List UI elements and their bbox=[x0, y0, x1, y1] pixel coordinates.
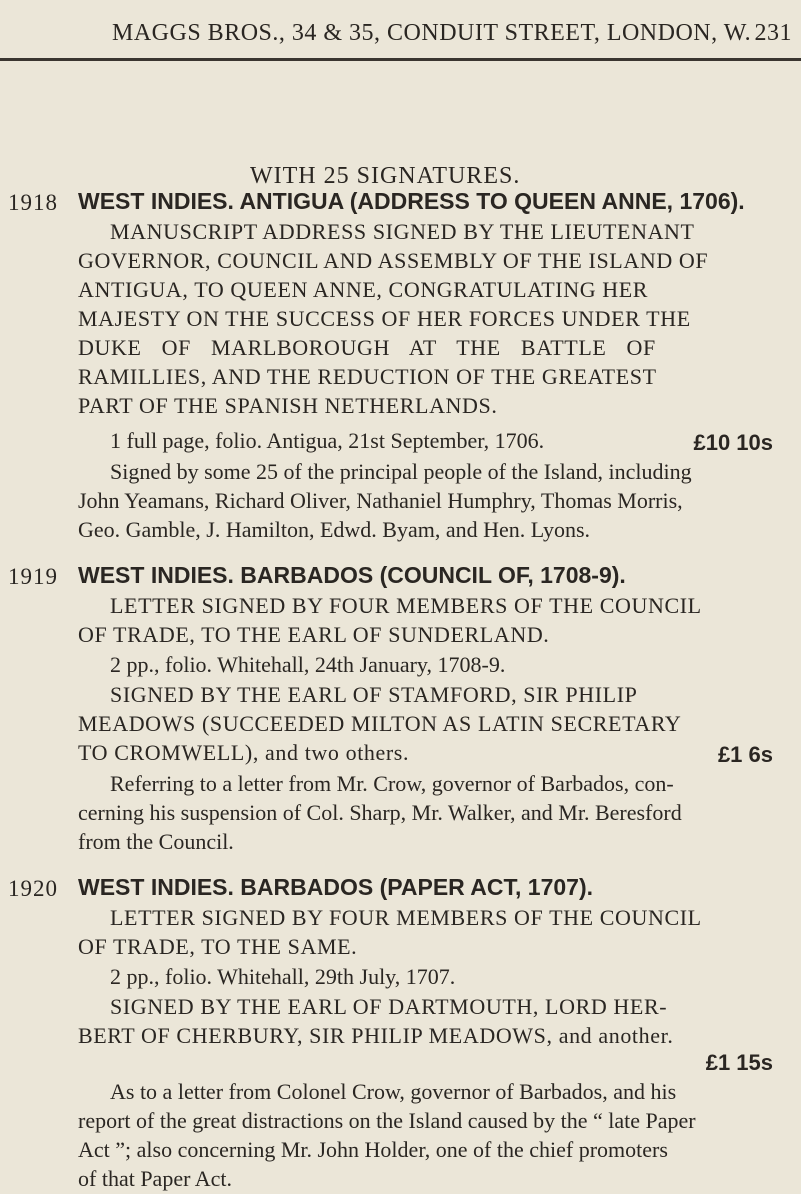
entry-line: RAMILLIES, AND THE REDUCTION OF THE GREATEST bbox=[78, 364, 657, 389]
entry-line: TO CROMWELL), and two others. bbox=[78, 740, 410, 765]
entry-heading: WEST INDIES. ANTIGUA (ADDRESS TO QUEEN ANNE, 1706). bbox=[78, 188, 745, 214]
lot-number: 1919 bbox=[8, 564, 58, 589]
entry-price: £1 6s bbox=[717, 742, 773, 767]
entry-line: from the Council. bbox=[78, 829, 234, 854]
entry-line: MANUSCRIPT ADDRESS SIGNED BY THE LIEUTENANT bbox=[110, 219, 695, 244]
entry-line: Referring to a letter from Mr. Crow, governor of Barbados, con- bbox=[110, 771, 674, 796]
entry-line: GOVERNOR, COUNCIL AND ASSEMBLY OF THE ISLAND OF bbox=[78, 248, 709, 273]
entry-line: ANTIGUA, TO QUEEN ANNE, CONGRATULATING HER bbox=[78, 277, 649, 302]
entry-line: 2 pp., folio. Whitehall, 24th January, 1708-9. bbox=[110, 652, 506, 677]
entry-price: £10 10s bbox=[693, 430, 773, 455]
entry-line: Signed by some 25 of the principal people of the Island, including bbox=[110, 459, 692, 484]
page-number: 231 bbox=[754, 20, 792, 46]
entry-line: of that Paper Act. bbox=[78, 1166, 232, 1191]
entry-heading: WEST INDIES. BARBADOS (COUNCIL OF, 1708-9). bbox=[78, 562, 626, 588]
lot-number: 1918 bbox=[8, 190, 58, 215]
entry-line: MAJESTY ON THE SUCCESS OF HER FORCES UNDER THE bbox=[78, 306, 691, 331]
lot-number: 1920 bbox=[8, 876, 58, 901]
entry-line: LETTER SIGNED BY FOUR MEMBERS OF THE COUNCIL bbox=[110, 905, 702, 930]
entry-line: PART OF THE SPANISH NETHERLANDS. bbox=[78, 393, 498, 418]
entry-line: DUKE OF MARLBOROUGH AT THE BATTLE OF bbox=[78, 335, 656, 360]
entry-price: £1 15s bbox=[705, 1050, 773, 1075]
entry-line: Act ”; also concerning Mr. John Holder, one of the chief promoters bbox=[78, 1137, 668, 1162]
subtitle: WITH 25 SIGNATURES. bbox=[250, 163, 521, 189]
entry-line: 2 pp., folio. Whitehall, 29th July, 1707. bbox=[110, 964, 456, 989]
entry-line: SIGNED BY THE EARL OF DARTMOUTH, LORD HER- bbox=[110, 994, 668, 1019]
entry-line: MEADOWS (SUCCEEDED MILTON AS LATIN SECRETARY bbox=[78, 711, 682, 736]
entry-line: SIGNED BY THE EARL OF STAMFORD, SIR PHILIP bbox=[110, 682, 638, 707]
entry-line: cerning his suspension of Col. Sharp, Mr. Walker, and Mr. Beresford bbox=[78, 800, 682, 825]
entry-line: BERT OF CHERBURY, SIR PHILIP MEADOWS, and another. bbox=[78, 1023, 674, 1048]
entry-line: John Yeamans, Richard Oliver, Nathaniel Humphry, Thomas Morris, bbox=[78, 488, 683, 513]
entry-heading: WEST INDIES. BARBADOS (PAPER ACT, 1707). bbox=[78, 874, 594, 900]
entry-line: LETTER SIGNED BY FOUR MEMBERS OF THE COUNCIL bbox=[110, 593, 702, 618]
entry-line: As to a letter from Colonel Crow, governor of Barbados, and his bbox=[110, 1079, 677, 1104]
entry-line: report of the great distractions on the Island caused by the “ late Paper bbox=[78, 1108, 696, 1133]
entry-line: OF TRADE, TO THE SAME. bbox=[78, 934, 358, 959]
page-header bbox=[112, 20, 792, 47]
header-rule bbox=[0, 58, 801, 61]
entry-line: Geo. Gamble, J. Hamilton, Edwd. Byam, and Hen. Lyons. bbox=[78, 517, 591, 542]
entry-line: OF TRADE, TO THE EARL OF SUNDERLAND. bbox=[78, 622, 550, 647]
header-text: MAGGS BROS., 34 & 35, CONDUIT STREET, LONDON, W. bbox=[112, 20, 752, 46]
entry-line: 1 full page, folio. Antigua, 21st September, 1706. bbox=[110, 428, 545, 453]
